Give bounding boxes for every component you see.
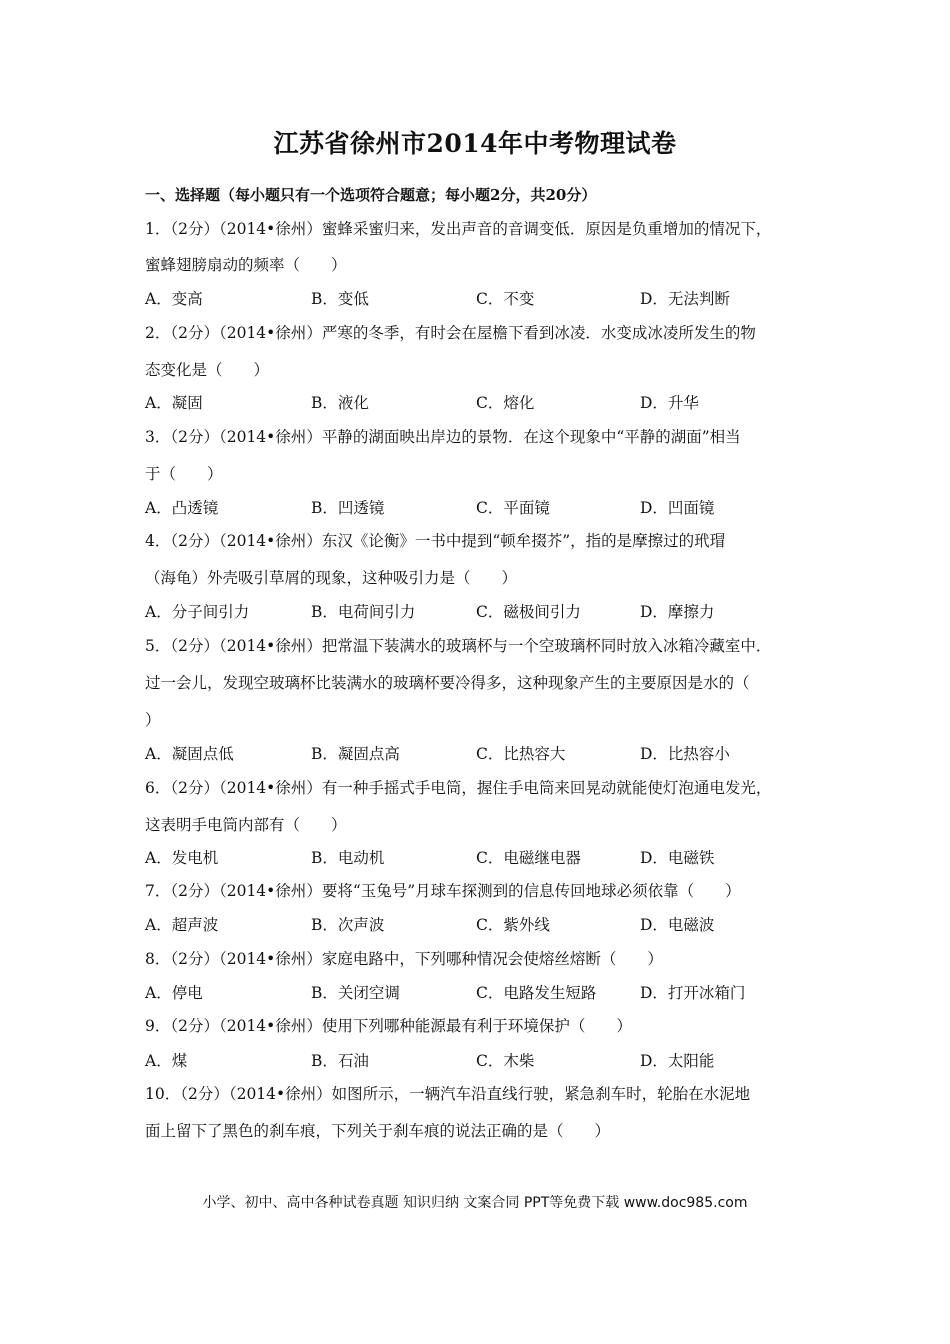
- question-4-option-b: B．电荷间引力: [311, 603, 416, 621]
- question-10-line-1: 10．（2分）（2014•徐州）如图所示，一辆汽车沿直线行驶，紧急刹车时，轮胎在水泥地: [145, 1085, 751, 1103]
- page-footer: 小学、初中、高中各种试卷真题 知识归纳 文案合同 PPT等免费下载 www.doc985.com: [202, 1195, 748, 1211]
- question-9-line-1: 9．（2分）（2014•徐州）使用下列哪种能源最有利于环境保护（ ）: [145, 1017, 632, 1035]
- question-2-option-c: C．熔化: [476, 394, 535, 412]
- question-4-option-c: C．磁极间引力: [476, 603, 581, 621]
- question-4-option-a: A．分子间引力: [145, 603, 250, 621]
- question-3-option-c: C．平面镜: [476, 499, 550, 517]
- question-7-option-c: C．紫外线: [476, 916, 550, 934]
- question-2-line-2: 态变化是（ ）: [145, 361, 270, 379]
- question-6-option-d: D．电磁铁: [640, 849, 715, 867]
- question-5-line-1: 5．（2分）（2014•徐州）把常温下装满水的玻璃杯与一个空玻璃杯同时放入冰箱冷藏室中．: [145, 637, 772, 655]
- question-3-line-1: 3．（2分）（2014•徐州）平静的湖面映出岸边的景物．在这个现象中“平静的湖面”相当: [145, 428, 741, 446]
- question-3-option-a: A．凸透镜: [145, 499, 219, 517]
- question-5-option-b: B．凝固点高: [311, 745, 400, 763]
- question-10-line-2: 面上留下了黑色的刹车痕，下列关于刹车痕的说法正确的是（ ）: [145, 1122, 611, 1140]
- question-7-option-a: A．超声波: [145, 916, 219, 934]
- question-1-line-2: 蜜蜂翅膀扇动的频率（ ）: [145, 256, 347, 274]
- question-6-option-c: C．电磁继电器: [476, 849, 581, 867]
- question-1-option-b: B．变低: [311, 290, 369, 308]
- question-8-line-1: 8．（2分）（2014•徐州）家庭电路中，下列哪种情况会使熔丝熔断（ ）: [145, 950, 663, 968]
- question-7-option-d: D．电磁波: [640, 916, 715, 934]
- question-7-line-1: 7．（2分）（2014•徐州）要将“玉兔号”月球车探测到的信息传回地球必须依靠（ ）: [145, 882, 741, 900]
- question-1-option-a: A．变高: [145, 290, 203, 308]
- question-6-line-2: 这表明手电筒内部有（ ）: [145, 816, 347, 834]
- question-6-option-b: B．电动机: [311, 849, 385, 867]
- question-1-option-c: C．不变: [476, 290, 535, 308]
- question-5-option-d: D．比热容小: [640, 745, 730, 763]
- question-3-option-b: B．凹透镜: [311, 499, 385, 517]
- page-title: 江苏省徐州市2014年中考物理试卷: [273, 129, 677, 158]
- question-6-option-a: A．发电机: [145, 849, 219, 867]
- question-1-line-1: 1．（2分）（2014•徐州）蜜蜂采蜜归来，发出声音的音调变低．原因是负重增加的情况下，: [145, 220, 772, 238]
- question-5-option-a: A．凝固点低: [145, 745, 234, 763]
- question-2-option-a: A．凝固: [145, 394, 203, 412]
- question-9-option-b: B．石油: [311, 1052, 369, 1070]
- question-7-option-b: B．次声波: [311, 916, 385, 934]
- section-heading: 一、选择题（每小题只有一个选项符合题意；每小题2分，共20分）: [145, 186, 597, 204]
- question-2-option-b: B．液化: [311, 394, 369, 412]
- question-8-option-b: B．关闭空调: [311, 984, 400, 1002]
- question-5-line-3: ）: [145, 711, 161, 729]
- question-8-option-a: A．停电: [145, 984, 203, 1002]
- question-5-line-2: 过一会儿，发现空玻璃杯比装满水的玻璃杯要冷得多，这种现象产生的主要原因是水的（: [145, 674, 750, 692]
- question-4-line-2: （海龟）外壳吸引草屑的现象，这种吸引力是（ ）: [145, 569, 518, 587]
- question-8-option-c: C．电路发生短路: [476, 984, 597, 1002]
- question-2-option-d: D．升华: [640, 394, 699, 412]
- question-1-option-d: D．无法判断: [640, 290, 730, 308]
- question-9-option-d: D．太阳能: [640, 1052, 715, 1070]
- question-5-option-c: C．比热容大: [476, 745, 566, 763]
- question-3-option-d: D．凹面镜: [640, 499, 715, 517]
- question-4-option-d: D．摩擦力: [640, 603, 715, 621]
- question-8-option-d: D．打开冰箱门: [640, 984, 746, 1002]
- question-2-line-1: 2．（2分）（2014•徐州）严寒的冬季，有时会在屋檐下看到冰凌．水变成冰凌所发生的物: [145, 324, 756, 342]
- question-3-line-2: 于（ ）: [145, 465, 223, 483]
- question-6-line-1: 6．（2分）（2014•徐州）有一种手摇式手电筒，握住手电筒来回晃动就能使灯泡通电发光，: [145, 779, 772, 797]
- question-9-option-c: C．木柴: [476, 1052, 535, 1070]
- question-4-line-1: 4．（2分）（2014•徐州）东汉《论衡》一书中提到“顿牟掇芥”，指的是摩擦过的玳瑁: [145, 532, 726, 550]
- question-9-option-a: A．煤: [145, 1052, 188, 1070]
